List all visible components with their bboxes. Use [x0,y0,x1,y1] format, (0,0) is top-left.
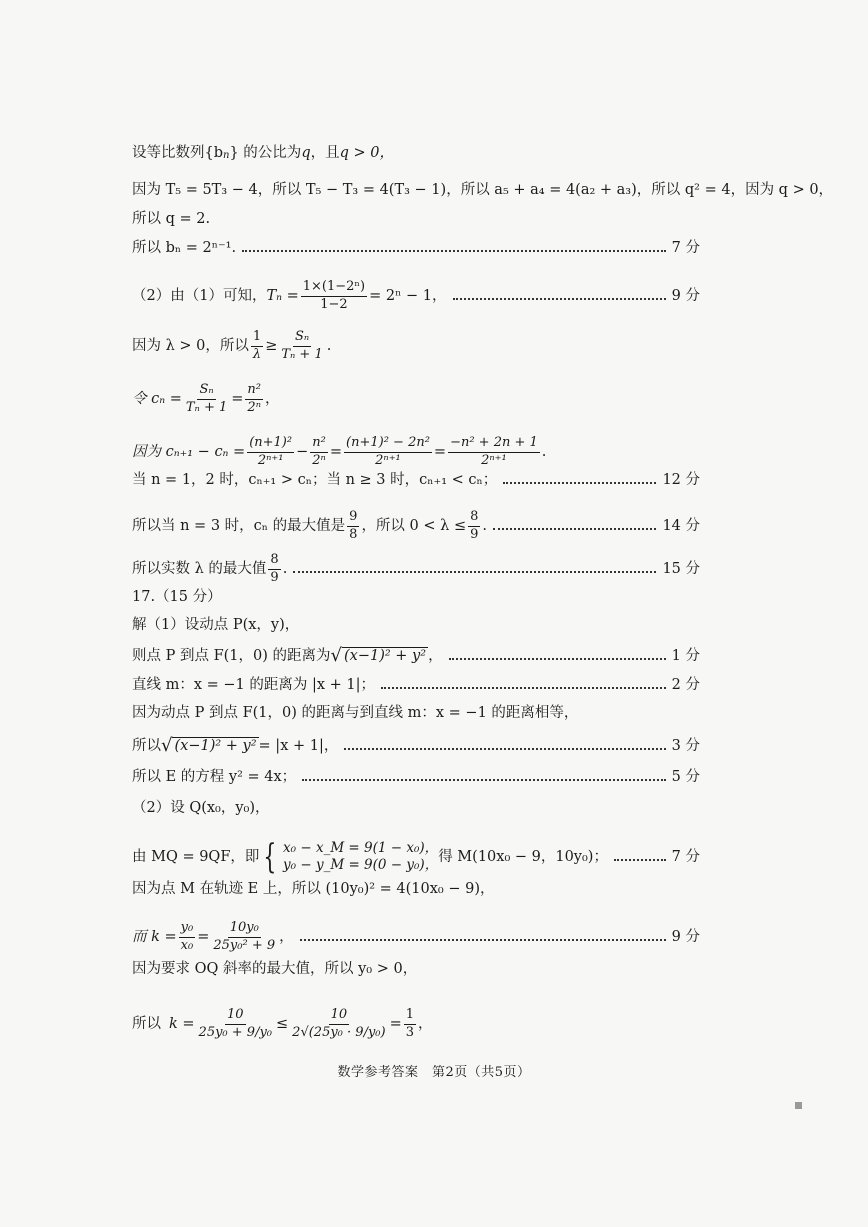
text: = [329,444,343,461]
leader-dots [503,482,656,484]
leader-dots [614,859,666,861]
text: = [197,929,210,946]
text: 当 n = 1，2 时，cₙ₊₁ > cₙ；当 n ≥ 3 时，cₙ₊₁ < cₙ； [132,472,498,488]
problem-17-heading [132,590,700,605]
leader-dots [344,748,665,750]
fraction [268,553,280,586]
fraction [347,510,359,543]
line-slope-k [132,921,700,954]
system-row: y₀ − y_M = 9(0 − y₀)， [283,857,439,873]
text: 而 k = [132,929,177,946]
text: 由 MQ = 9QF，即 [132,848,260,865]
text: } 的公比为 [229,145,302,161]
numerator: 10 [329,1008,350,1025]
text: （2）设 Q(x₀，y₀)， [132,800,270,816]
denominator: 2ⁿ [247,399,261,415]
score-points: 3 分 [671,737,700,754]
score-points: 15 分 [662,561,700,578]
page-footer: 数学参考答案 第2页（共5页） [337,1065,531,1080]
text: 17.（15 分） [132,589,222,605]
text: （2）由（1）可知， [132,288,267,305]
numerator: 8 [468,510,480,527]
equation-system [259,837,439,877]
text: 则点 P 到点 F(1，0) 的距离为 [132,647,331,664]
numerator: 1 [404,1008,416,1025]
subscript-n: n [223,150,230,162]
text: ， [428,647,443,664]
fraction [344,436,432,469]
numerator: y₀ [179,921,196,938]
radical-sign: √ [330,645,343,666]
text: 因为 λ > 0，所以 [132,338,249,355]
numerator: Sₙ [293,330,311,347]
fraction [179,921,196,954]
line-e-equation [132,770,700,785]
text: 因为点 M 在轨迹 E 上，所以 (10y₀)² = 4(10x₀ − 9)， [132,881,495,897]
line-point-p [132,618,700,633]
line-cn-definition [132,383,700,416]
text: = [389,1016,402,1033]
score-points: 5 分 [671,769,700,785]
fraction [290,1008,387,1041]
denominator: 1−2 [320,296,348,312]
numerator: 10y₀ [228,921,261,938]
line-q-value [132,212,700,227]
text: . [541,444,547,461]
fraction [184,383,229,416]
leader-dots [242,250,666,252]
line-am-gm [132,1008,700,1041]
denominator: 9 [470,526,479,542]
line-distance-pf [132,647,700,665]
text: k = [169,1016,195,1033]
numerator: (n+1)² − 2n² [344,436,432,453]
numerator: (n+1)² [247,436,294,453]
numerator: 10 [225,1008,246,1025]
score-points: 12 分 [662,472,700,488]
text: 因为要求 OQ 斜率的最大值，所以 y₀ > 0， [132,961,418,977]
fraction [301,280,367,313]
text: . [326,338,332,355]
score-points: 1 分 [671,647,700,664]
denominator: 25y₀² + 9 [213,937,276,953]
text: 所以 [132,1016,161,1033]
scan-mark [795,1102,802,1109]
text: ， [418,1016,433,1033]
text: . [282,561,288,578]
denominator: 9 [270,569,279,585]
line-slope-condition [132,962,700,977]
denominator: 3 [405,1024,415,1040]
denominator: 8 [349,526,358,542]
text: 所以 bₙ = 2ⁿ⁻¹. [132,240,237,256]
score-points: 7 分 [671,848,700,865]
text: 因为动点 P 到点 F(1，0) 的距离与到直线 m：x = −1 的距离相等， [132,705,579,721]
line-equation [132,737,700,755]
fraction [211,921,277,954]
text: ≤ [276,1016,289,1033]
text: = |x + 1|， [258,737,339,754]
line-max-cn [132,510,700,543]
numerator: Sₙ [197,383,215,400]
text: 解（1）设动点 P(x，y)， [132,617,300,633]
system-row: x₀ − x_M = 9(1 − x₀)， [283,839,439,856]
score-points: 9 分 [671,288,700,305]
text: ，且 [310,145,340,161]
text: 直线 m：x = −1 的距离为 |x + 1|； [132,677,376,693]
leader-dots [302,779,665,781]
text: 所以当 n = 3 时，cₙ 的最大值是 [132,518,346,535]
denominator: 2ⁿ⁺¹ [375,452,401,468]
numerator: 8 [268,553,280,570]
text: − [296,444,309,461]
leader-dots [300,939,666,941]
text: Tₙ = [266,288,299,305]
denominator: Tₙ + 1 [281,346,323,362]
numerator: 1×(1−2ⁿ) [301,280,367,297]
text: = [433,444,447,461]
line-point-q [132,801,700,816]
score-points: 7 分 [671,240,700,256]
fraction [448,436,540,469]
text: 因为 cₙ₊₁ − cₙ = [132,444,246,461]
leader-dots [293,571,656,573]
denominator: 2ⁿ⁺¹ [257,452,284,468]
leader-dots [381,687,666,689]
numerator: n² [310,436,328,453]
text: 所以 q = 2. [132,211,211,227]
line-distance-m [132,678,700,693]
leader-dots [493,528,656,530]
denominator: 2ⁿ⁺¹ [481,452,507,468]
fraction [245,383,263,416]
denominator: x₀ [180,937,194,953]
score-points: 9 分 [671,929,700,946]
text: q [301,145,311,161]
square-root [331,647,429,665]
line-lambda-inequality [132,330,700,363]
line-cn-difference [132,436,700,469]
score-points: 2 分 [671,677,700,693]
radical-sign: √ [161,735,173,756]
numerator: 1 [251,330,263,347]
numerator: 9 [347,510,359,527]
radicand: (x−1)² + y² [344,648,427,664]
fraction [468,510,480,543]
line-monotonicity [132,473,700,488]
fraction [310,436,328,469]
radicand: (x−1)² + y² [174,738,257,754]
fraction [197,1008,274,1041]
text: q > 0， [339,145,394,161]
leader-dots [453,298,666,300]
fraction [404,1008,416,1041]
line-vector-system [132,837,700,877]
text: = [231,391,244,408]
system-rows [283,839,439,873]
line-geometric-sequence [132,146,700,161]
denominator: 25y₀ + 9/y₀ [198,1024,273,1040]
text: ≥ [265,338,278,355]
line-tn-formula [132,280,700,313]
numerator: −n² + 2n + 1 [448,436,540,453]
denominator: 2√(25y₀ · 9/y₀) [292,1024,386,1040]
text: ，所以 0 < λ ≤ [361,518,467,535]
line-m-on-e [132,882,700,897]
text: 所以 [132,737,161,754]
leader-dots [449,658,666,660]
score-points: 14 分 [662,518,700,535]
text: . [482,518,487,535]
line-equal-distance [132,706,700,721]
text: 得 M(10x₀ − 9，10y₀)； [438,848,608,865]
line-bn-formula [132,241,700,256]
line-max-lambda [132,553,700,586]
line-derivation-q [132,182,834,198]
text: = 2ⁿ − 1， [369,288,447,305]
text: ， [265,391,280,408]
denominator: Tₙ + 1 [185,399,228,415]
square-root [161,737,259,755]
numerator: n² [245,383,263,400]
text: 令 cₙ = [132,391,182,408]
fraction [251,330,263,363]
denominator: 2ⁿ [312,452,326,468]
text: 所以实数 λ 的最大值 [132,561,267,578]
text: 因为 T₅ = 5T₃ − 4，所以 T₅ − T₃ = 4(T₃ − 1)，所以 a₅ + a₄ = 4(a₂ + a₃)，所以 q² = 4，因为 q > 0， [132,182,834,198]
denominator: λ [252,346,262,362]
left-brace: { [263,837,277,877]
text: 设等比数列{b [132,145,224,161]
fraction [279,330,324,363]
text: ， [279,929,294,946]
fraction [247,436,294,469]
text: 所以 E 的方程 y² = 4x； [132,769,297,785]
